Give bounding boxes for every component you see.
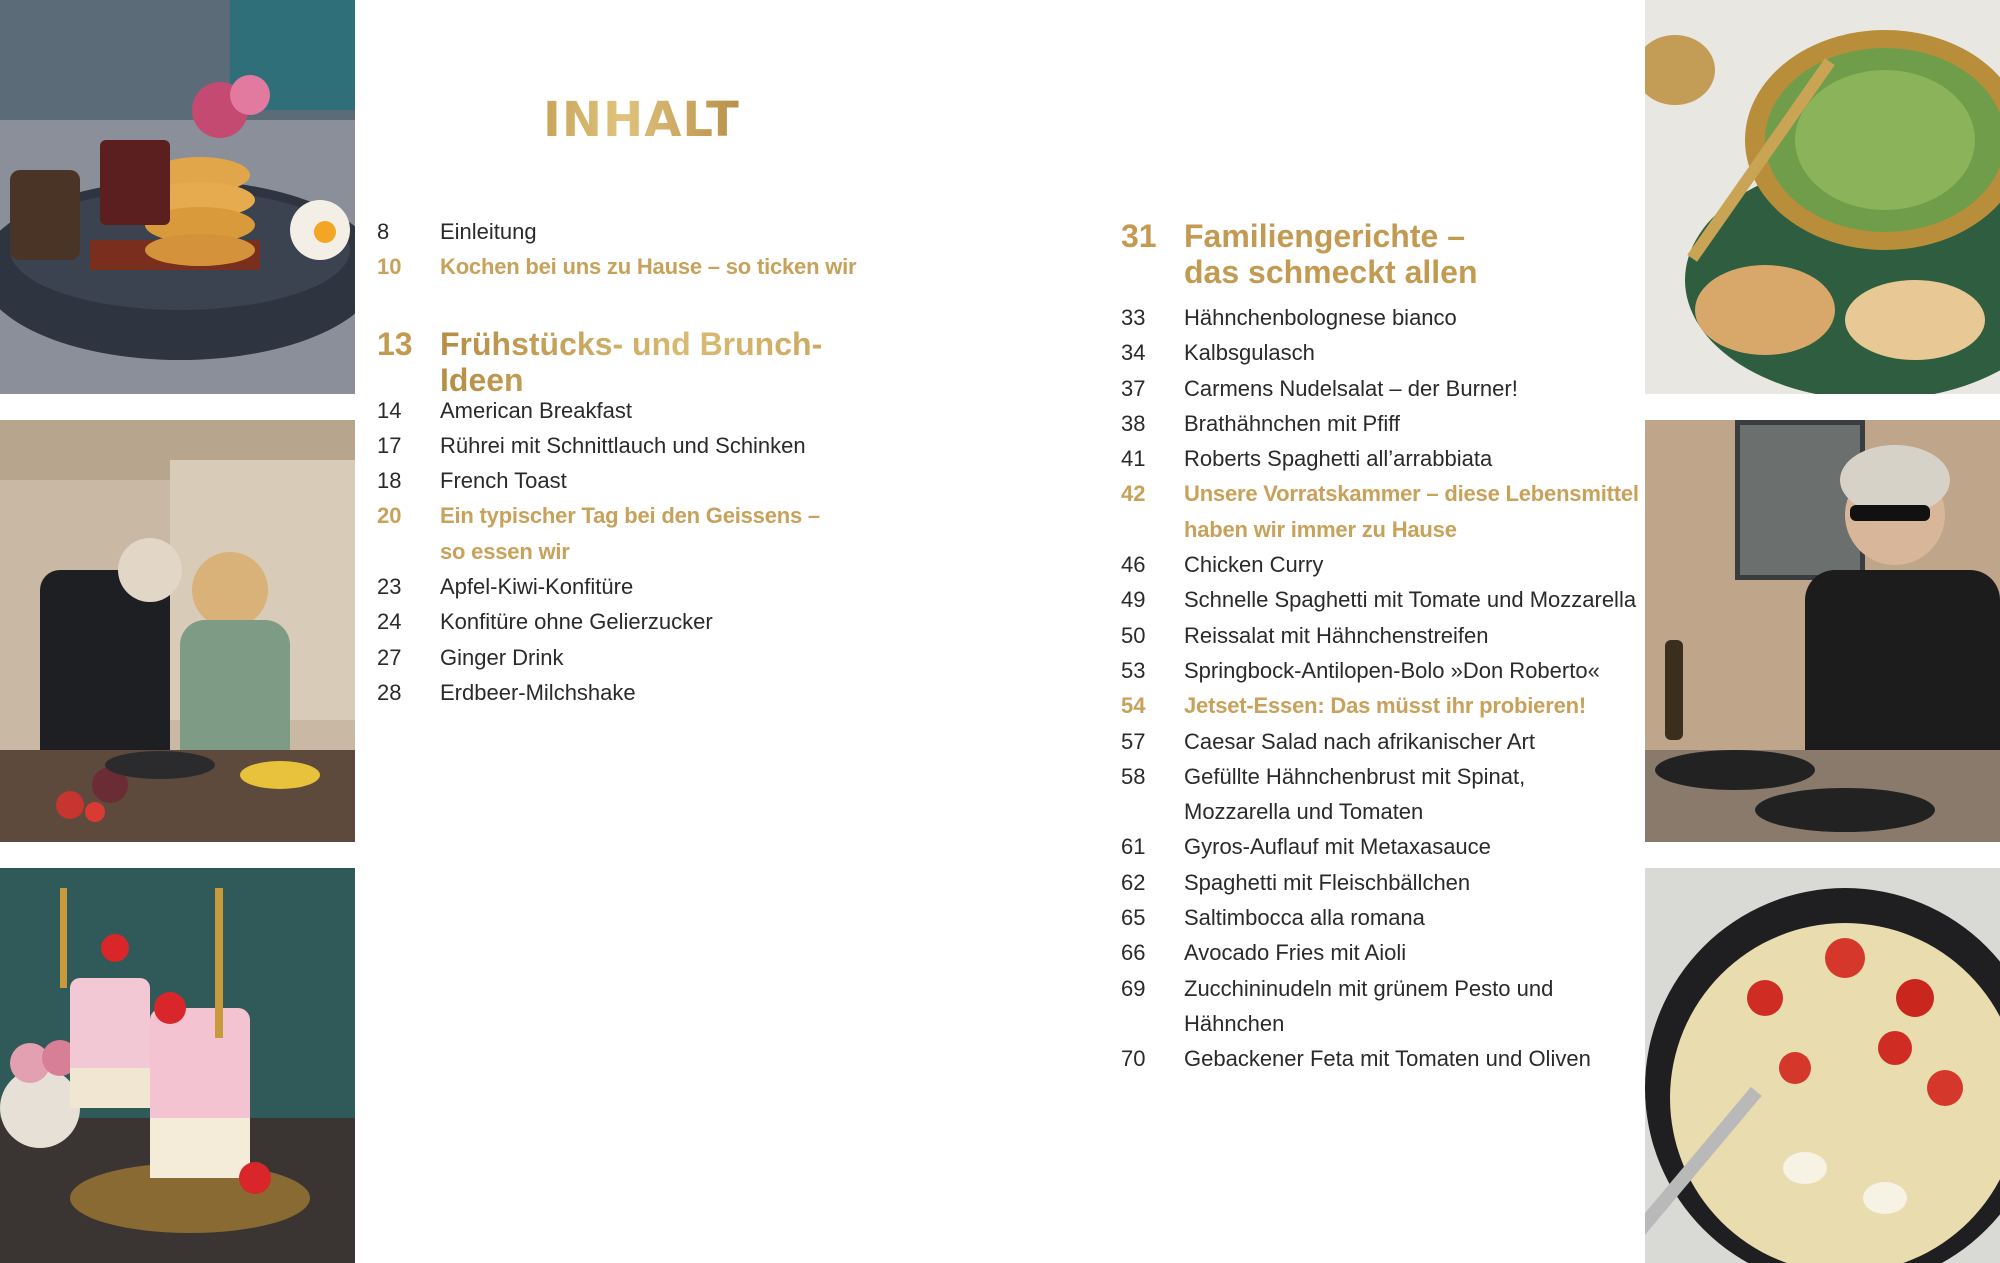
page-number: 57	[1121, 728, 1146, 754]
page-number: 41	[1121, 446, 1146, 472]
toc-entry[interactable]	[1121, 759, 1641, 830]
entry-title: Gefüllte Hähnchenbrust mit Spinat,	[1184, 763, 1526, 789]
entry-title: Rührei mit Schnittlauch und Schinken	[440, 432, 806, 458]
entry-title: Roberts Spaghetti all’arrabbiata	[1184, 446, 1493, 472]
page-number: 10	[377, 254, 402, 280]
entry-title: French Toast	[440, 468, 567, 494]
entry-title: Hähnchenbolognese bianco	[1184, 305, 1457, 330]
photo-couple-cooking	[0, 420, 355, 842]
toc-entry[interactable]	[1121, 547, 1641, 582]
section-heading-family[interactable]	[1121, 216, 1641, 300]
toc-entry[interactable]	[1121, 653, 1641, 688]
entry-title: Gebackener Feta mit Tomaten und Oliven	[1184, 1046, 1591, 1072]
entry-title: Brathähnchen mit Pfiff	[1184, 410, 1401, 436]
toc-entry[interactable]	[1121, 618, 1641, 653]
toc-entry-highlight[interactable]	[377, 498, 857, 569]
entry-title: Ginger Drink	[440, 644, 564, 670]
entry-title-line2: Mozzarella und Tomaten	[1184, 799, 1424, 825]
entry-title: Erdbeer-Milchshake	[440, 679, 636, 705]
entry-title: Carmens Nudelsalat – der Burner!	[1184, 375, 1518, 401]
photo-zucchini-noodles	[1645, 0, 2000, 394]
toc-entry[interactable]	[1121, 724, 1641, 759]
toc-entry[interactable]	[377, 463, 857, 498]
page-number: 8	[377, 219, 390, 244]
entry-title-line2: Hähnchen	[1184, 1010, 1285, 1036]
page-number: 58	[1121, 763, 1146, 789]
toc-entry[interactable]	[1121, 406, 1641, 441]
toc-right-column	[1121, 216, 1641, 1077]
toc-entry[interactable]	[1121, 441, 1641, 476]
toc-entry-highlight[interactable]	[377, 249, 857, 284]
page-title: INHALT	[543, 92, 740, 148]
entry-title: Avocado Fries mit Aioli	[1184, 940, 1407, 966]
entry-title: Einleitung	[440, 219, 537, 244]
entry-title-line2: haben wir immer zu Hause	[1184, 516, 1457, 542]
toc-entry[interactable]	[377, 428, 857, 463]
toc-entry-highlight[interactable]	[1121, 688, 1641, 723]
entry-title: Spaghetti mit Fleischbällchen	[1184, 869, 1471, 895]
photo-milkshakes	[0, 868, 355, 1263]
section-title-line1: Familiengerichte –	[1184, 218, 1465, 254]
toc-entry[interactable]	[377, 675, 857, 710]
entry-title: Jetset-Essen: Das müsst ihr probieren!	[1184, 693, 1586, 719]
entry-title: Schnelle Spaghetti mit Tomate und Mozzarella	[1184, 587, 1637, 613]
page-number: 50	[1121, 622, 1146, 648]
toc-entry[interactable]	[1121, 335, 1641, 370]
page-number: 38	[1121, 410, 1146, 436]
page-number: 70	[1121, 1046, 1146, 1072]
toc-entry[interactable]	[377, 640, 857, 675]
page-number: 62	[1121, 869, 1146, 895]
toc-entry-highlight[interactable]	[1121, 476, 1641, 547]
entry-title: Springbock-Antilopen-Bolo »Don Roberto«	[1184, 657, 1600, 683]
toc-entry[interactable]	[1121, 971, 1641, 1042]
toc-entry[interactable]	[377, 393, 857, 428]
toc-entry[interactable]	[377, 569, 857, 604]
page-number: 27	[377, 644, 402, 670]
toc-entry[interactable]	[1121, 935, 1641, 970]
page-number: 34	[1121, 340, 1146, 366]
entry-title: Zucchininudeln mit grünem Pesto und	[1184, 975, 1554, 1001]
entry-title: American Breakfast	[440, 397, 632, 423]
page-number: 53	[1121, 657, 1146, 683]
entry-title: Saltimbocca alla romana	[1184, 905, 1425, 931]
page-number: 24	[377, 609, 402, 635]
page-number: 37	[1121, 375, 1146, 401]
page-number: 69	[1121, 975, 1146, 1001]
entry-title: Kalbsgulasch	[1184, 340, 1315, 366]
page-number: 54	[1121, 693, 1146, 719]
entry-title-line2: so essen wir	[440, 538, 570, 564]
entry-title: Reissalat mit Hähnchenstreifen	[1184, 622, 1489, 648]
page-number: 65	[1121, 905, 1146, 931]
page-number: 17	[377, 432, 402, 458]
page-number: 20	[377, 503, 402, 529]
entry-title: Ein typischer Tag bei den Geissens –	[440, 503, 820, 529]
entry-title: Apfel-Kiwi-Konfitüre	[440, 574, 634, 600]
page-number: 28	[377, 679, 402, 705]
photo-pasta-salad	[1645, 868, 2000, 1263]
section-number: 13	[377, 325, 413, 362]
toc-left-column	[377, 214, 857, 710]
page-number: 46	[1121, 552, 1146, 578]
section-heading-breakfast[interactable]	[377, 322, 857, 398]
page-number: 42	[1121, 481, 1146, 507]
page-number: 33	[1121, 305, 1146, 330]
entry-title: Kochen bei uns zu Hause – so ticken wir	[440, 254, 857, 280]
page-number: 14	[377, 397, 402, 423]
page-number: 18	[377, 468, 402, 494]
toc-entry[interactable]	[1121, 865, 1641, 900]
entry-title: Unsere Vorratskammer – diese Lebensmittel	[1184, 481, 1639, 507]
toc-entry[interactable]	[377, 214, 857, 249]
page-number: 61	[1121, 834, 1146, 860]
section-title-line2: das schmeckt allen	[1184, 254, 1478, 290]
toc-entry[interactable]	[1121, 300, 1641, 335]
toc-entry[interactable]	[1121, 1041, 1641, 1076]
toc-entry[interactable]	[1121, 582, 1641, 617]
toc-entry[interactable]	[1121, 900, 1641, 935]
entry-title: Konfitüre ohne Gelierzucker	[440, 609, 713, 635]
entry-title: Gyros-Auflauf mit Metaxasauce	[1184, 834, 1491, 860]
photo-robert-cooking	[1645, 420, 2000, 842]
page-number: 66	[1121, 940, 1146, 966]
entry-title: Chicken Curry	[1184, 552, 1324, 578]
toc-entry[interactable]	[377, 604, 857, 639]
entry-title: Caesar Salad nach afrikanischer Art	[1184, 728, 1535, 754]
section-title: Frühstücks- und Brunch-Ideen	[440, 326, 857, 398]
toc-entry[interactable]	[1121, 829, 1641, 864]
page-number: 49	[1121, 587, 1146, 613]
photo-breakfast-table	[0, 0, 355, 394]
page-number: 23	[377, 574, 402, 600]
toc-entry[interactable]	[1121, 371, 1641, 406]
section-number: 31	[1121, 218, 1157, 254]
